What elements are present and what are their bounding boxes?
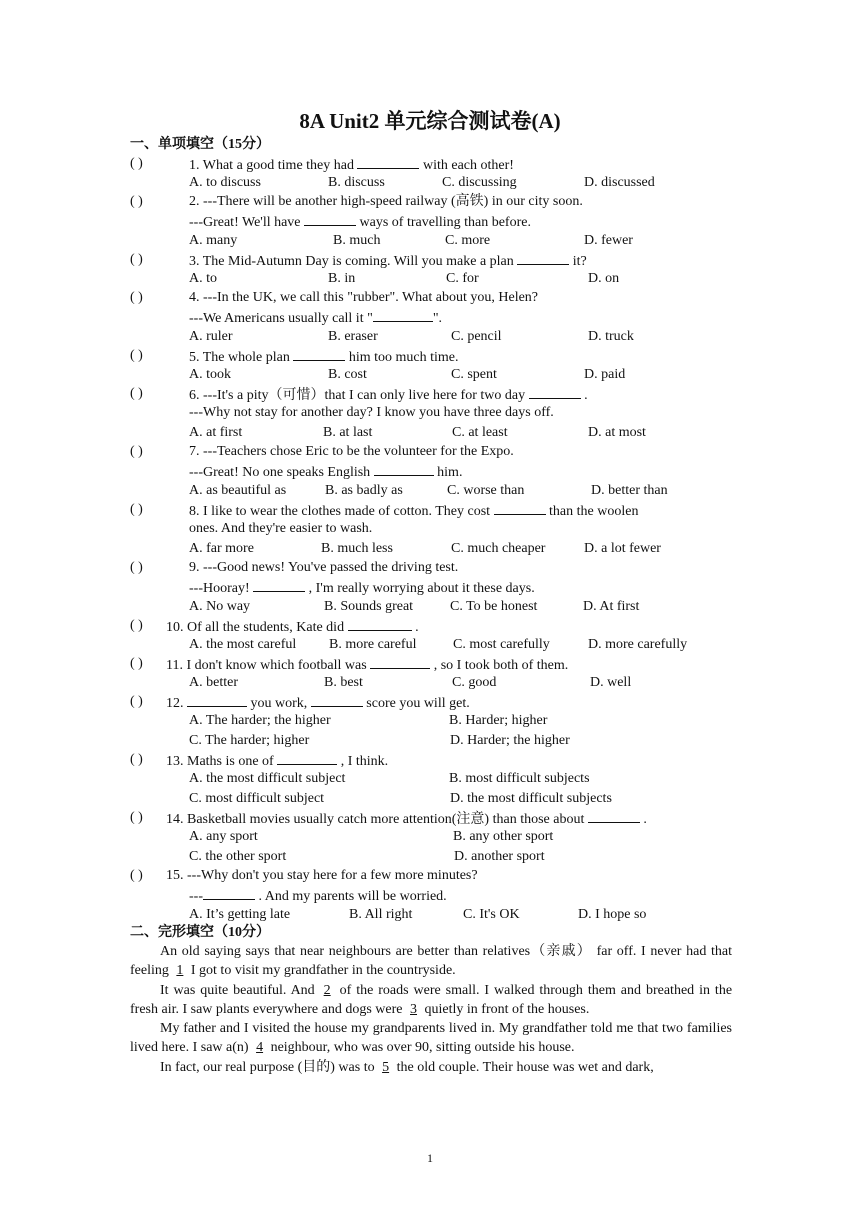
question-line <box>130 173 740 192</box>
question-number: 10. <box>166 620 187 635</box>
option-a: A. took <box>189 367 231 383</box>
option-b: B. as badly as <box>325 482 403 498</box>
option-a: A. to discuss <box>189 175 261 191</box>
question-text: . <box>643 812 647 827</box>
question-text: ways of travelling than before. <box>359 215 531 231</box>
question-number: 4. <box>189 290 203 305</box>
question-text: you work, <box>250 696 308 711</box>
answer-blank[interactable] <box>373 307 433 322</box>
option-d: D. better than <box>591 482 668 498</box>
question-text: than the woolen <box>549 504 639 519</box>
question-text: ---There will be another high-speed railway (高铁) in our city soon. <box>203 194 583 209</box>
answer-paren[interactable]: ( ) <box>130 252 143 267</box>
question-number: 13. <box>166 754 187 769</box>
answer-paren[interactable]: ( ) <box>130 752 143 767</box>
question-number: 6. <box>189 388 203 403</box>
option-b: B. All right <box>349 906 413 922</box>
question-text: Maths is one of <box>187 754 274 769</box>
question-item <box>130 500 740 558</box>
question-text: ---In the UK, we call this "rubber". What about you, Helen? <box>203 290 539 305</box>
question-stem <box>189 384 588 405</box>
question-number: 5. <box>189 350 203 365</box>
option-c: C. most difficult subject <box>189 790 325 806</box>
question-text: ---Why don't you stay here for a few more minutes? <box>187 868 478 883</box>
question-line <box>130 423 740 442</box>
question-line <box>130 731 740 750</box>
question-line <box>130 635 740 654</box>
question-line <box>130 154 740 173</box>
question-text: score you will get. <box>366 696 470 711</box>
question-number: 15. <box>166 868 187 883</box>
question-line <box>130 885 740 904</box>
option-b: B. any other sport <box>453 829 554 845</box>
question-line <box>130 269 740 288</box>
question-text: ---Hooray! <box>189 581 250 597</box>
answer-paren[interactable]: ( ) <box>130 502 143 517</box>
question-stem <box>166 616 419 637</box>
answer-paren[interactable]: ( ) <box>130 810 143 825</box>
option-c: C. spent <box>451 367 497 383</box>
question-text: The whole plan <box>202 350 290 365</box>
question-number: 14. <box>166 812 187 827</box>
answer-blank[interactable] <box>187 692 247 707</box>
question-text: ---Teachers chose Eric to be the volunteer for the Expo. <box>203 444 514 459</box>
question-text: I don't know which football was <box>186 658 367 673</box>
option-a: A. to <box>189 271 217 287</box>
question-line <box>130 519 740 538</box>
question-item <box>130 384 740 442</box>
answer-blank[interactable] <box>374 461 434 476</box>
question-item <box>130 154 740 193</box>
option-d: D. at most <box>588 424 646 440</box>
question-line <box>130 403 740 422</box>
option-d: D. I hope so <box>578 906 647 922</box>
option-d: D. a lot fewer <box>584 540 661 556</box>
question-text: ---Why not stay for another day? I know you have three days off. <box>189 405 554 421</box>
question-text: . <box>415 620 419 635</box>
question-text: , I'm really worrying about it these days. <box>308 581 535 597</box>
question-text: him too much time. <box>348 350 459 365</box>
answer-blank[interactable] <box>277 750 337 765</box>
option-c: C. for <box>446 271 479 287</box>
question-continuation <box>189 307 442 328</box>
option-a: A. many <box>189 232 238 248</box>
question-text: ones. And they're easier to wash. <box>189 521 373 537</box>
answer-paren[interactable]: ( ) <box>130 444 143 459</box>
question-stem <box>189 288 538 307</box>
question-continuation <box>189 577 535 598</box>
answer-blank[interactable] <box>348 616 412 631</box>
option-d: D. fewer <box>584 232 633 248</box>
option-b: B. much <box>333 232 381 248</box>
question-line <box>130 827 740 846</box>
passage-paragraph: It was quite beautiful. And 2 of the roads were small. I walked through them and breathed in the fresh air. I saw plants everywhere and dogs were 3 quietly in front of the houses. <box>130 982 733 1017</box>
question-line <box>130 192 740 211</box>
question-line <box>130 539 740 558</box>
question-text: ---Good news! You've passed the driving test. <box>203 560 459 575</box>
question-line <box>130 346 740 365</box>
answer-paren[interactable]: ( ) <box>130 194 143 209</box>
question-text: with each other! <box>422 158 514 173</box>
option-b: B. Sounds great <box>324 598 414 614</box>
option-b: B. more careful <box>329 637 417 653</box>
option-b: B. most difficult subjects <box>449 771 590 787</box>
option-d: D. more carefully <box>588 637 688 653</box>
section-heading-cloze: 二、完形填空（10分） <box>130 925 270 940</box>
option-a: A. better <box>189 675 238 691</box>
question-number: 9. <box>189 560 203 575</box>
option-a: A. It’s getting late <box>189 906 291 922</box>
answer-blank[interactable] <box>588 808 640 823</box>
option-b: B. much less <box>321 540 393 556</box>
question-text: him. <box>437 465 463 481</box>
question-stem <box>166 866 478 885</box>
question-line <box>130 847 740 866</box>
answer-paren[interactable]: ( ) <box>130 694 143 709</box>
option-a: A. ruler <box>189 328 233 344</box>
option-b: B. at last <box>323 424 373 440</box>
question-continuation <box>189 211 531 232</box>
question-line <box>130 789 740 808</box>
option-c: C. the other sport <box>189 848 287 864</box>
answer-blank[interactable] <box>517 250 569 265</box>
question-text: , so I took both of them. <box>433 658 569 673</box>
cloze-blank: 5 <box>382 1059 390 1075</box>
question-number: 8. <box>189 504 203 519</box>
option-c: C. The harder; higher <box>189 732 310 748</box>
question-line <box>130 577 740 596</box>
question-text: ---Great! No one speaks English <box>189 465 371 481</box>
question-text: ---It's a pity（可惜）that I can only live here for two day <box>203 388 526 403</box>
question-continuation <box>189 885 447 906</box>
question-number: 3. <box>189 254 203 269</box>
section-heading-single-choice: 一、单项填空（15分） <box>130 137 270 152</box>
question-number: 11. <box>166 658 187 673</box>
option-d: D. on <box>588 271 620 287</box>
option-a: A. as beautiful as <box>189 482 287 498</box>
answer-paren[interactable]: ( ) <box>130 656 143 671</box>
question-text: , I think. <box>340 754 389 769</box>
question-text: Basketball movies usually catch more attention(注意) than those about <box>187 812 585 827</box>
option-c: C. To be honest <box>450 598 538 614</box>
question-stem <box>189 500 638 521</box>
question-stem <box>189 442 514 461</box>
question-text: . And my parents will be worried. <box>258 889 447 905</box>
option-d: D. another sport <box>454 848 545 864</box>
question-text: . <box>584 388 588 403</box>
option-d: D. paid <box>584 367 626 383</box>
option-d: D. discussed <box>584 175 655 191</box>
question-stem <box>189 346 459 367</box>
cloze-blank: 1 <box>176 963 184 979</box>
answer-blank[interactable] <box>293 346 345 361</box>
option-c: C. at least <box>452 424 508 440</box>
question-stem <box>189 154 514 175</box>
option-c: C. most carefully <box>453 637 550 653</box>
option-c: C. worse than <box>447 482 525 498</box>
option-b: B. in <box>328 271 356 287</box>
question-continuation <box>189 403 554 422</box>
answer-blank[interactable] <box>304 211 356 226</box>
answer-paren[interactable]: ( ) <box>130 560 143 575</box>
answer-blank[interactable] <box>311 692 363 707</box>
answer-blank[interactable] <box>529 384 581 399</box>
question-stem <box>189 192 583 211</box>
answer-paren[interactable]: ( ) <box>130 290 143 305</box>
cloze-blank: 2 <box>323 982 331 998</box>
question-number: 2. <box>189 194 203 209</box>
cloze-blank: 4 <box>256 1040 264 1056</box>
question-stem <box>166 692 470 713</box>
option-a: A. at first <box>189 424 243 440</box>
answer-paren[interactable]: ( ) <box>130 868 143 883</box>
question-item <box>130 654 740 693</box>
question-item <box>130 750 740 808</box>
question-line <box>130 866 740 885</box>
question-text: What a good time they had <box>202 158 354 173</box>
question-line <box>130 288 740 307</box>
page-title: 8A Unit2 单元综合测试卷(A) <box>299 109 561 133</box>
question-line <box>130 558 740 577</box>
option-c: C. It's OK <box>463 906 520 922</box>
question-text: ". <box>432 311 443 327</box>
answer-paren[interactable]: ( ) <box>130 618 143 633</box>
question-line <box>130 692 740 711</box>
question-line <box>130 461 740 480</box>
option-d: D. Harder; the higher <box>450 732 570 748</box>
option-b: B. cost <box>328 367 367 383</box>
option-c: C. good <box>452 675 497 691</box>
option-d: D. At first <box>583 598 640 614</box>
option-a: A. No way <box>189 598 251 614</box>
option-b: B. best <box>324 675 363 691</box>
question-item <box>130 346 740 385</box>
question-item <box>130 250 740 289</box>
option-b: B. discuss <box>328 175 385 191</box>
question-line <box>130 808 740 827</box>
question-stem <box>189 250 587 271</box>
question-text: Of all the students, Kate did <box>187 620 345 635</box>
question-line <box>130 231 740 250</box>
question-line <box>130 250 740 269</box>
question-item <box>130 808 740 866</box>
question-line <box>130 597 740 616</box>
passage-paragraph: An old saying says that near neighbours are better than relatives（亲戚） far off. I never had that feeling 1 I got to visit my grandfather in the countryside. <box>130 944 732 979</box>
option-c: C. much cheaper <box>451 540 546 556</box>
option-d: D. well <box>590 675 632 691</box>
question-stem <box>166 654 568 675</box>
question-number: 1. <box>189 158 203 173</box>
option-c: C. pencil <box>451 328 502 344</box>
option-a: A. the most difficult subject <box>189 771 346 787</box>
question-number: 12. <box>166 696 187 711</box>
option-c: C. discussing <box>442 175 517 191</box>
question-text: ---We Americans usually call it " <box>189 311 373 327</box>
question-item <box>130 558 740 616</box>
question-line <box>130 365 740 384</box>
answer-blank[interactable] <box>203 885 255 900</box>
question-line <box>130 442 740 461</box>
option-d: D. truck <box>588 328 634 344</box>
option-c: C. more <box>445 232 491 248</box>
answer-blank[interactable] <box>253 577 305 592</box>
passage-paragraph: In fact, our real purpose (目的) was to 5 the old couple. Their house was wet and dark, <box>160 1059 654 1075</box>
question-item <box>130 442 740 500</box>
option-a: A. any sport <box>189 829 258 845</box>
option-a: A. The harder; the higher <box>189 713 331 729</box>
answer-blank[interactable] <box>357 154 419 169</box>
question-stem <box>166 750 388 771</box>
question-continuation <box>189 461 462 482</box>
question-item <box>130 616 740 655</box>
question-line <box>130 211 740 230</box>
question-line <box>130 307 740 326</box>
question-item <box>130 288 740 346</box>
question-continuation <box>189 519 372 538</box>
passage-paragraph: My father and I visited the house my grandparents lived in. My grandfather told me that two families lived here. I saw a(n) 4 neighbour, who was over 90, sitting outside his house. <box>130 1021 732 1056</box>
question-text: The Mid-Autumn Day is coming. Will you make a plan <box>202 254 514 269</box>
page-number: 1 <box>427 1151 433 1165</box>
answer-blank[interactable] <box>370 654 430 669</box>
option-b: B. eraser <box>328 328 378 344</box>
question-line <box>130 654 740 673</box>
question-text: ---Great! We'll have <box>189 215 301 231</box>
option-b: B. Harder; higher <box>449 713 548 729</box>
cloze-blank: 3 <box>410 1001 418 1017</box>
question-line <box>130 711 740 730</box>
answer-paren[interactable]: ( ) <box>130 156 143 171</box>
question-line <box>130 481 740 500</box>
question-line <box>130 616 740 635</box>
answer-blank[interactable] <box>494 500 546 515</box>
option-a: A. far more <box>189 540 254 556</box>
question-text: I like to wear the clothes made of cotton. They cost <box>203 504 491 519</box>
question-text: it? <box>572 254 587 269</box>
answer-paren[interactable]: ( ) <box>130 348 143 363</box>
question-line <box>130 905 740 924</box>
option-a: A. the most careful <box>189 637 297 653</box>
question-item <box>130 866 740 924</box>
question-line <box>130 673 740 692</box>
question-item <box>130 692 740 750</box>
answer-paren[interactable]: ( ) <box>130 386 143 401</box>
option-d: D. the most difficult subjects <box>450 790 612 806</box>
question-item <box>130 192 740 250</box>
question-line <box>130 750 740 769</box>
question-line <box>130 384 740 403</box>
cloze-passage <box>130 942 732 1077</box>
question-number: 7. <box>189 444 203 459</box>
question-line <box>130 327 740 346</box>
question-stem <box>166 808 647 829</box>
question-stem <box>189 558 458 577</box>
question-line <box>130 500 740 519</box>
question-line <box>130 769 740 788</box>
question-text: --- <box>189 889 203 905</box>
